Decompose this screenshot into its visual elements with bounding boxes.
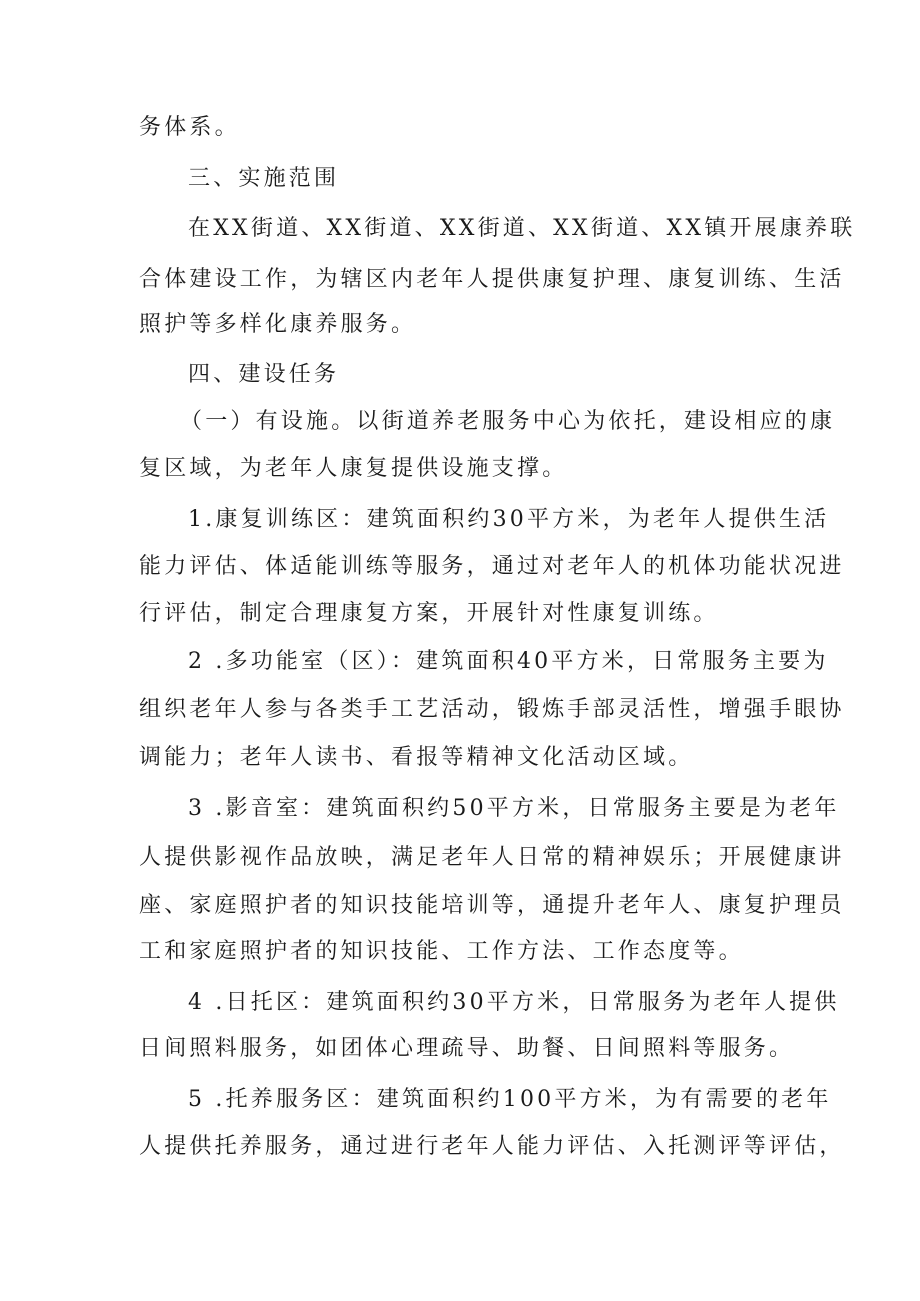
text-line: 组织老年人参与各类手工艺活动，锻炼手部灵活性，增强手眼协 — [139, 697, 845, 722]
text-line: 座、家庭照护者的知识技能培训等，通提升老年人、康复护理员 — [139, 893, 845, 918]
text-line: 人提供托养服务，通过进行老年人能力评估、入托测评等评估， — [139, 1134, 845, 1159]
section-heading: 四、建设任务 — [188, 362, 340, 387]
section-heading: 三、实施范围 — [188, 166, 340, 191]
text-line: 5 .托养服务区：建筑面积约100平方米，为有需要的老年 — [188, 1087, 832, 1112]
text-line: 工和家庭照护者的知识技能、工作方法、工作态度等。 — [139, 939, 744, 964]
text-line: 4 .日托区：建筑面积约30平方米，日常服务为老年人提供 — [188, 990, 840, 1015]
text-line: 2 .多功能室（区）：建筑面积40平方米，日常服务主要为 — [188, 649, 829, 674]
text-line: 复区域，为老年人康复提供设施支撑。 — [139, 456, 568, 481]
text-line: 行评估，制定合理康复方案，开展针对性康复训练。 — [139, 601, 719, 626]
text-line: 人提供影视作品放映，满足老年人日常的精神娱乐；开展健康讲 — [139, 845, 845, 870]
text-line: 调能力；老年人读书、看报等精神文化活动区域。 — [139, 745, 694, 770]
text-line: 在XX街道、XX街道、XX街道、XX街道、XX镇开展康养联 — [188, 216, 856, 241]
text-line: 能力评估、体适能训练等服务，通过对老年人的机体功能状况进 — [139, 554, 845, 579]
text-line: （一）有设施。以街道养老服务中心为依托，建设相应的康 — [180, 409, 836, 434]
text-line: 合体建设工作，为辖区内老年人提供康复护理、康复训练、生活 — [139, 267, 845, 292]
text-line: 1.康复训练区：建筑面积约30平方米，为老年人提供生活 — [188, 507, 830, 532]
text-line: 照护等多样化康养服务。 — [139, 312, 417, 337]
text-line: 务体系。 — [139, 115, 240, 140]
text-line: 日间照料服务，如团体心理疏导、助餐、日间照料等服务。 — [139, 1036, 795, 1061]
text-line: 3 .影音室：建筑面积约50平方米，日常服务主要是为老年 — [188, 796, 840, 821]
